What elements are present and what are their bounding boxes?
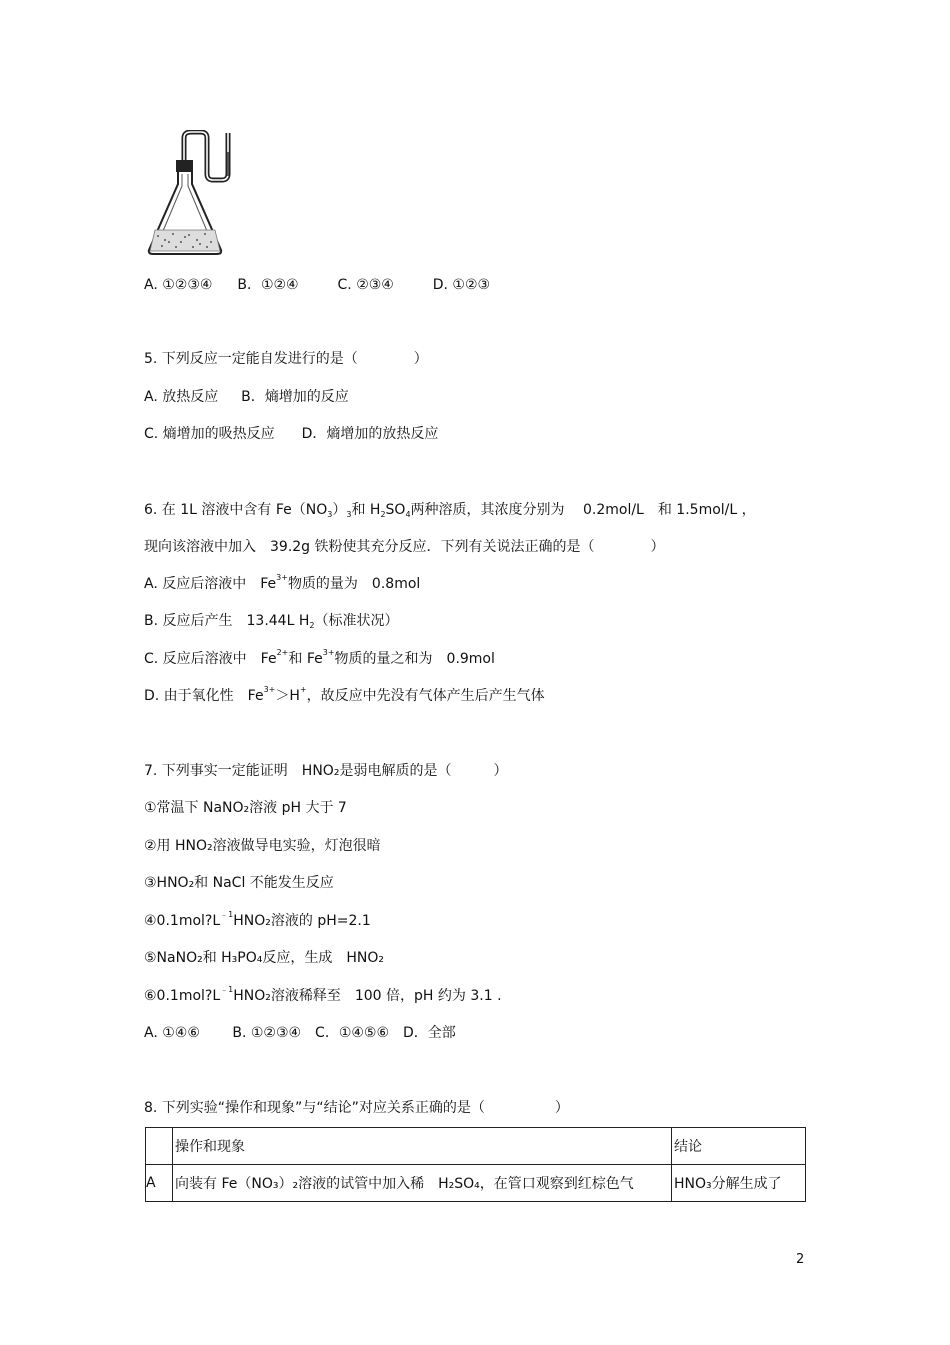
q5-option-d: D．熵增加的放热反应: [301, 426, 439, 442]
q6-stem-text-c: 和 H: [351, 502, 381, 518]
q4-option-b: B．①②④: [237, 277, 299, 293]
q7-item-6: [144, 986, 502, 1006]
q6-sub-c: 2: [380, 510, 386, 519]
q5-option-b: B．熵增加的反应: [241, 389, 349, 405]
table-cell: 向装有 Fe（NO₃）₂溶液的试管中加入稀 H₂SO₄，在管口观察到红棕色气: [173, 1165, 672, 1202]
q6-c-text: C. 反应后溶液中 Fe: [144, 651, 277, 667]
q6-option-d: [144, 686, 545, 706]
page-number: 2: [796, 1252, 805, 1267]
q6-stem-text-b: ）: [332, 502, 347, 518]
q6-option-a: [144, 574, 420, 594]
q6-d-text: D. 由于氧化性 Fe: [144, 688, 264, 704]
q6-a-sup: 3+: [276, 573, 288, 582]
q6-c-text-mid: 和 Fe: [288, 651, 323, 667]
q7-item-4-text-post: HNO₂溶液的 pH=2.1: [233, 913, 371, 929]
q7-item-6-text-post: HNO₂溶液稀释至 100 倍，pH 约为 3.1 .: [233, 988, 502, 1004]
q6-stem-line2: 现向该溶液中加入 39.2g 铁粉使其充分反应．下列有关说法正确的是（ ）: [144, 539, 665, 555]
q6-stem-line1: [144, 500, 756, 520]
q6-stem-text-d: SO: [385, 502, 406, 518]
q6-d-text-post: ，故反应中先没有气体产生后产生气体: [306, 688, 545, 704]
q6-stem-text-e: 两种溶质，其浓度分别为 0.2mol/L 和 1.5mol/L ，: [410, 502, 756, 518]
q6-option-c: [144, 649, 495, 669]
q5-option-a: A. 放热反应: [144, 389, 219, 405]
q6-sub-b: 3: [346, 510, 352, 519]
q4-option-c: C. ②③④: [337, 277, 394, 293]
q6-sub-d: 4: [405, 510, 411, 519]
q5-stem: 5. 下列反应一定能自发进行的是（ ）: [144, 351, 428, 367]
q7-item-5: ⑤NaNO₂和 H₃PO₄反应，生成 HNO₂: [144, 950, 385, 966]
table-cell: A: [146, 1165, 173, 1202]
q7-item-2: ②用 HNO₂溶液做导电实验，灯泡很暗: [144, 838, 381, 854]
q7-item-6-sup: ﹣1: [220, 985, 234, 994]
q7-item-4-sup: ﹣1: [220, 910, 234, 919]
q5-options-cd: [144, 424, 438, 444]
q8-table: [145, 1127, 806, 1202]
q6-a-text: A. 反应后溶液中 Fe: [144, 576, 277, 592]
q8-stem: 8. 下列实验“操作和现象”与“结论”对应关系正确的是（ ）: [144, 1100, 569, 1116]
q6-b-text: B. 反应后产生 13.44L H: [144, 613, 310, 629]
table-header-cell: 结论: [672, 1128, 806, 1165]
q6-a-text-post: 物质的量为 0.8mol: [287, 576, 421, 592]
q7-item-4: [144, 911, 371, 931]
q6-d-text-mid: ＞H: [275, 688, 300, 704]
q4-option-a: A. ①②③④: [144, 277, 213, 293]
q6-d-sup: 3+: [263, 685, 276, 694]
q6-option-b: [144, 611, 398, 631]
q4-option-d: D. ①②③: [432, 277, 491, 293]
q5-option-c: C. 熵增加的吸热反应: [144, 426, 275, 442]
table-header-row: [146, 1128, 806, 1165]
table-row: [146, 1165, 806, 1202]
q4-options: [144, 275, 490, 295]
q7-item-3: ③HNO₂和 NaCl 不能发生反应: [144, 875, 334, 891]
q6-b-sub: 2: [309, 621, 315, 630]
q6-c-text-post: 物质的量之和为 0.9mol: [334, 651, 495, 667]
q6-c-sup: 2+: [276, 648, 289, 657]
q7-item-4-text: ④0.1mol?L: [144, 913, 221, 929]
q6-c-sup2: 3+: [322, 648, 335, 657]
q6-d-sup2: +: [299, 685, 307, 694]
table-header-cell: 操作和现象: [173, 1128, 672, 1165]
table-cell: HNO₃分解生成了: [672, 1165, 806, 1202]
flask-apparatus-figure: [143, 130, 238, 258]
q7-options: A. ①④⑥ B. ①②③④ C．①④⑤⑥ D．全部: [144, 1025, 456, 1041]
q7-stem: 7. 下列事实一定能证明 HNO₂是弱电解质的是（ ）: [144, 763, 508, 779]
q6-sub-a: 3: [327, 510, 333, 519]
table-header-cell: [146, 1128, 173, 1165]
q7-item-6-text: ⑥0.1mol?L: [144, 988, 221, 1004]
q7-item-1: ①常温下 NaNO₂溶液 pH 大于 7: [144, 800, 347, 816]
q6-b-text-post: （标准状况）: [314, 613, 399, 629]
q6-stem-text-a: 6. 在 1L 溶液中含有 Fe（NO: [144, 502, 328, 518]
q5-options-ab: [144, 387, 349, 407]
